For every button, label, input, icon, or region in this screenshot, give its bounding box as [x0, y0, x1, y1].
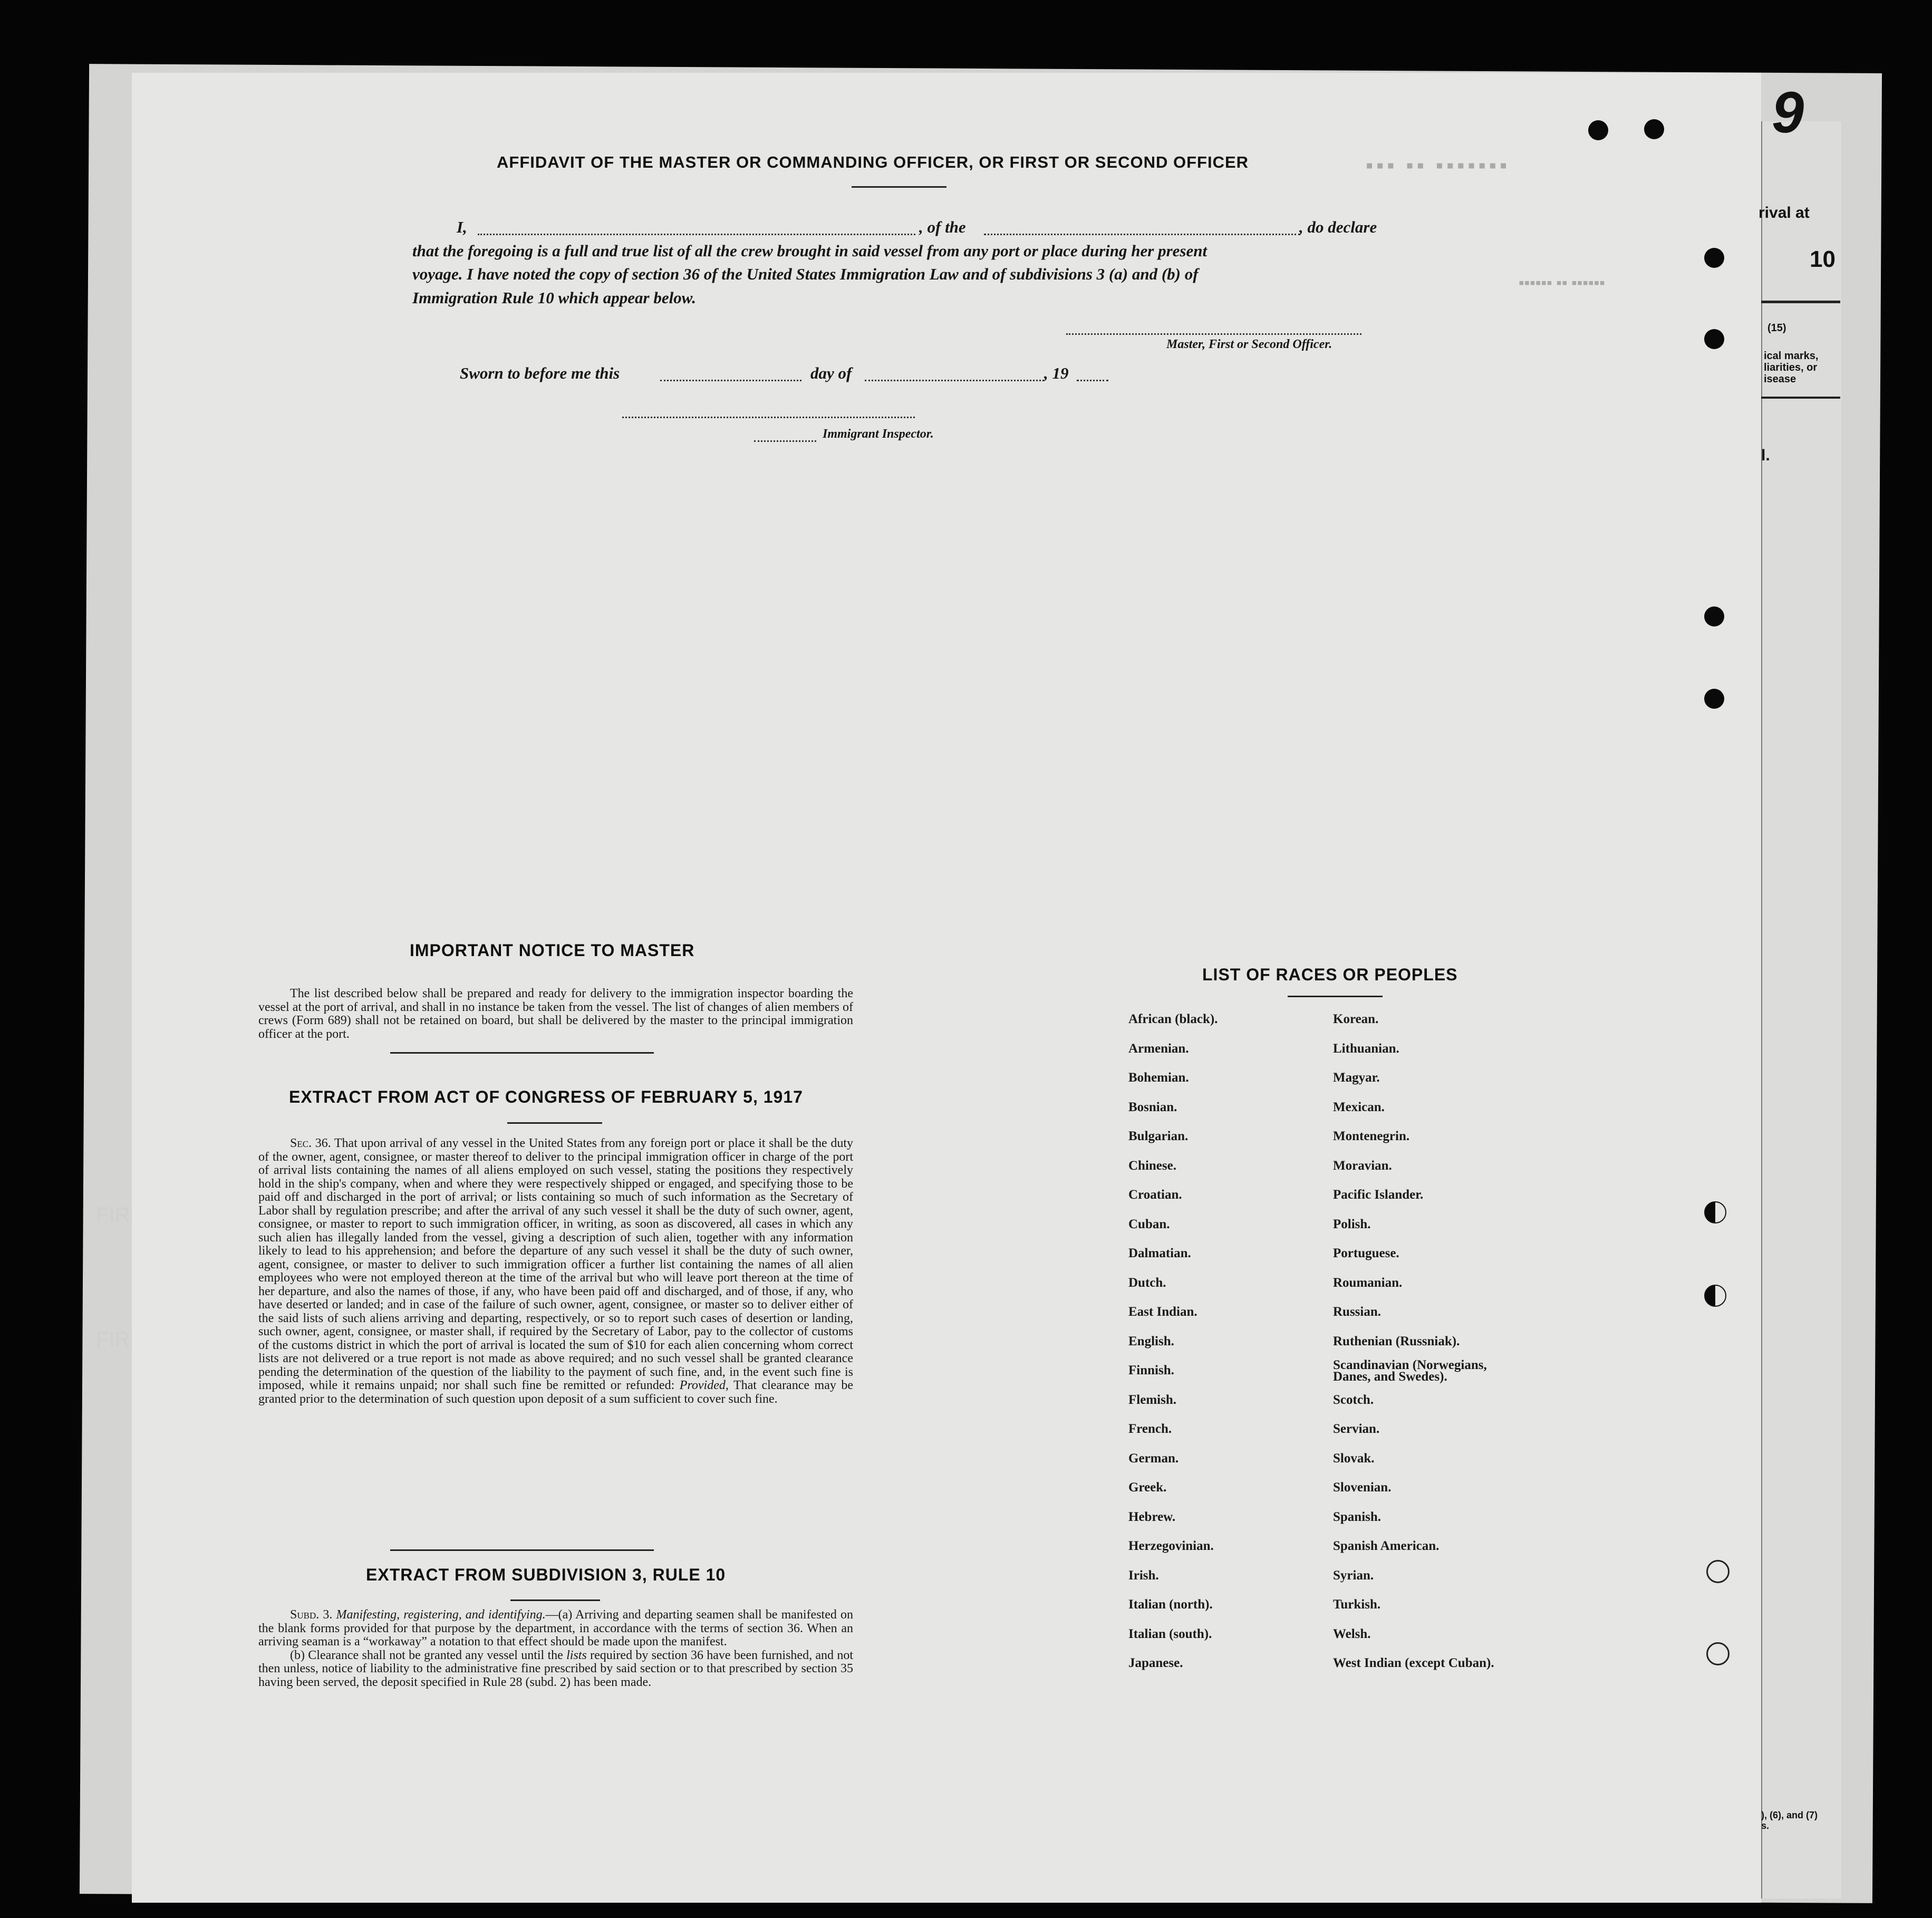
punch-hole — [1704, 689, 1724, 709]
subdivision-heading: Manifesting, registering, and identifying. — [336, 1608, 546, 1622]
inspector-line — [622, 417, 915, 418]
punch-hole — [1706, 1642, 1730, 1665]
punch-hole — [1704, 1285, 1726, 1307]
affidavit-of-the: , of the — [919, 218, 966, 236]
column-header-fragment: ical marks, — [1764, 350, 1819, 362]
affidavit-line-1 — [457, 218, 1377, 237]
rule-title: EXTRACT FROM SUBDIVISION 3, RULE 10 — [366, 1565, 726, 1584]
signature-caption: Master, First or Second Officer. — [1166, 338, 1332, 351]
race-item: Bosnian. — [1128, 1100, 1177, 1114]
rule-body — [258, 1608, 853, 1689]
provided-word: Provided, — [679, 1379, 729, 1392]
race-item: Korean. — [1333, 1012, 1379, 1026]
race-item: Mexican. — [1333, 1100, 1385, 1114]
punch-hole — [1704, 606, 1724, 627]
affidavit-line-2: that the foregoing is a full and true list of all the crew brought in said vessel from any port or place during her present — [412, 242, 1208, 260]
paragraph-b-start: (b) Clearance shall not be granted any vessel until the — [290, 1648, 563, 1662]
punch-hole — [1704, 248, 1724, 268]
race-item: German. — [1128, 1451, 1179, 1466]
act-text: That upon arrival of any vessel in the United States from any foreign port or place it shall be the duty of the owner, agent, consignee, or master thereof to deliver to the principal immigration officer in charge of the port of arrival lists containing the names of all aliens employed on such vessel, stating the positions they respectively hold in the ship's company, when and where they were respectively shipped or engaged, and specifying those to be paid off and discharged in the port of arrival; or lists containing so much of such information as the Secretary of Labor shall by regulation prescribe; and after the arrival of any such vessel it shall be the duty of such owner, agent, consignee, or master to report to such immigration officer, in writing, as soon as discovered, all cases in which any such alien has illegally landed from the vessel, giving a description of such alien, together with any information likely to lead to his apprehension; and before the departure of any such vessel it shall be the duty of such owner, agent, consignee, or master to deliver to such immigration officer a further list containing the names of all alien employees who were not employed thereon at the time of the arrival but who will leave port thereon at the time of her departure, and also the names of those, if any, who have been paid off and discharged, and of those, if any, who have deserted or landed; and in case of the failure of such owner, agent, consignee, or master so to deliver either of the said lists of such aliens arriving and departing, respectively, or so to report such cases of desertion or landing, such owner, agent, consignee, or master shall, if required by the Secretary of Labor, pay to the collector of customs of the customs district in which the port of arrival is located the sum of $10 for each alien concerning whom correct lists are not delivered or a true report is not made as above required; and no such vessel shall be granted clearance pending the determination of the question of the liability to the payment of such fine, and, in the event such fine is imposed, while it remains unpaid; nor shall such fine be remitted or refunded: — [258, 1136, 853, 1392]
section-divider — [390, 1549, 654, 1551]
race-item: Roumanian. — [1333, 1275, 1403, 1290]
race-item: Finnish. — [1128, 1363, 1174, 1377]
sworn-day-of: day of — [810, 364, 852, 382]
race-item: Herzegovinian. — [1128, 1539, 1214, 1553]
race-item: Spanish. — [1333, 1509, 1382, 1524]
race-item: Dalmatian. — [1128, 1246, 1191, 1260]
arrival-fragment: rival at — [1759, 204, 1810, 221]
notice-title: IMPORTANT NOTICE TO MASTER — [410, 941, 695, 960]
race-item: Chinese. — [1128, 1158, 1176, 1173]
name-blank — [478, 234, 915, 235]
month-blank — [865, 380, 1044, 381]
punch-hole — [1644, 119, 1664, 139]
punch-hole — [1706, 1560, 1730, 1583]
race-item: East Indian. — [1128, 1305, 1197, 1319]
race-item: Italian (north). — [1128, 1597, 1213, 1612]
race-item: English. — [1128, 1334, 1174, 1348]
column-header-fragment: isease — [1764, 373, 1796, 385]
section-label: Sec. 36. — [290, 1136, 331, 1150]
race-item: Lithuanian. — [1333, 1041, 1399, 1056]
race-item: Russian. — [1333, 1305, 1382, 1319]
race-item: Ruthenian (Russniak). — [1333, 1334, 1460, 1348]
signature-line — [1066, 333, 1361, 335]
notice-body — [258, 987, 853, 1041]
race-item: Pacific Islander. — [1333, 1188, 1424, 1202]
page-number: 9 — [1772, 80, 1804, 145]
sworn-line — [460, 364, 1069, 383]
race-item: Magyar. — [1333, 1071, 1380, 1085]
race-item: Welsh. — [1333, 1626, 1371, 1641]
race-item: Polish. — [1333, 1217, 1371, 1231]
race-item: Scotch. — [1333, 1392, 1374, 1407]
title-underline — [852, 186, 946, 188]
race-item: Portuguese. — [1333, 1246, 1399, 1260]
subdivision-label: Subd. 3. — [290, 1608, 333, 1622]
affidavit-line-4: Immigration Rule 10 which appear below. — [412, 288, 696, 307]
sworn-year: , 19 — [1044, 364, 1069, 382]
paragraph-a: —(a) Arriving and departing seamen shall be manifested on the blank forms provided for that purpose by the department, in accordance with the terms of section 36. When an arriving seaman is a “workaway” a notation to that effect should be made upon the manifest. — [258, 1608, 853, 1649]
edge-fragment: l. — [1761, 447, 1770, 464]
race-item: Greek. — [1128, 1480, 1167, 1495]
race-item: Slovenian. — [1333, 1480, 1392, 1495]
column-header-fragment: liarities, or — [1764, 362, 1818, 373]
race-item: Croatian. — [1128, 1188, 1182, 1202]
section-divider — [390, 1052, 654, 1054]
race-item: Scandinavian (Norwegians, Danes, and Swedes). — [1333, 1358, 1487, 1384]
paragraph-b-rest: required by section 36 have been furnished, and not then unless, notice of liability to the administrative fine prescribed by said section or to that prescribed by section 35 having been served, the deposit specified in Rule 28 (subd. 2) has been made. — [258, 1648, 853, 1689]
race-item: Montenegrin. — [1333, 1129, 1410, 1143]
race-item: Bohemian. — [1128, 1071, 1189, 1085]
column-number: (15) — [1767, 322, 1786, 334]
race-item: Flemish. — [1128, 1392, 1176, 1407]
act-title: EXTRACT FROM ACT OF CONGRESS OF FEBRUARY 5, 1917 — [289, 1087, 803, 1106]
race-item: Moravian. — [1333, 1158, 1392, 1173]
left-margin-mark: FIR — [96, 1328, 130, 1351]
adjacent-page-edge — [1761, 121, 1841, 1898]
year-blank — [1077, 380, 1108, 381]
inspector-caption: Immigrant Inspector. — [823, 427, 934, 441]
act-body — [258, 1137, 853, 1406]
title-underline — [510, 1599, 600, 1601]
race-item: Italian (south). — [1128, 1626, 1212, 1641]
vessel-blank — [984, 234, 1300, 235]
race-item: Spanish American. — [1333, 1539, 1440, 1553]
race-item: Japanese. — [1128, 1656, 1183, 1670]
edge-fragment: s. — [1761, 1820, 1770, 1831]
sworn-text: Sworn to before me this — [460, 364, 620, 382]
left-margin-mark: FIR — [96, 1203, 130, 1227]
race-item: French. — [1128, 1422, 1172, 1436]
affidavit-i: I, — [457, 218, 467, 236]
race-item: Servian. — [1333, 1422, 1380, 1436]
paragraph-b-lists: lists — [566, 1648, 587, 1662]
race-item: Dutch. — [1128, 1275, 1166, 1290]
title-underline — [507, 1122, 602, 1124]
provided-text: That clearance may be granted prior to the determination of such question upon deposit of a sum sufficient to cover such fine. — [258, 1379, 854, 1406]
race-item: Bulgarian. — [1128, 1129, 1189, 1143]
affidavit-title: AFFIDAVIT OF THE MASTER OR COMMANDING OFFICER, OR FIRST OR SECOND OFFICER — [497, 153, 1249, 171]
race-item: Turkish. — [1333, 1597, 1381, 1612]
race-item: Syrian. — [1333, 1568, 1374, 1583]
race-item: African (black). — [1128, 1012, 1218, 1026]
race-item: Cuban. — [1128, 1217, 1170, 1231]
race-item: West Indian (except Cuban). — [1333, 1656, 1494, 1670]
bleed-through-text: ▪▪▪ ▪▪ ▪▪▪▪▪▪▪ — [1366, 153, 1511, 177]
race-item: Slovak. — [1333, 1451, 1375, 1466]
punch-hole — [1588, 120, 1608, 140]
races-title: LIST OF RACES OR PEOPLES — [1202, 965, 1458, 984]
notice-text: The list described below shall be prepared and ready for delivery to the immigration inspector boarding the vessel at the port of arrival, and shall in no instance be taken from the vessel. The list of changes of alien members of crews (Form 689) shall not be retained on board, but shall be delivered by the master to the principal immigration officer at the port. — [258, 987, 853, 1041]
title-underline — [1288, 996, 1383, 997]
table-border — [1761, 301, 1840, 303]
punch-hole — [1704, 1201, 1726, 1223]
affidavit-line-3: voyage. I have noted the copy of section 36 of the United States Immigration Law and of subdivisions 3 (a) and (b) of — [412, 265, 1199, 283]
edge-fragment: ), (6), and (7) — [1761, 1810, 1818, 1820]
race-item: Irish. — [1128, 1568, 1159, 1583]
race-item: Hebrew. — [1128, 1509, 1176, 1524]
inspector-dots — [754, 440, 816, 442]
race-item: Armenian. — [1128, 1041, 1189, 1056]
number-fragment: 10 — [1810, 246, 1836, 272]
punch-hole — [1704, 329, 1724, 349]
bleed-through-text: ▪▪▪▪▪▪ ▪▪ ▪▪▪▪▪▪ — [1519, 274, 1605, 292]
table-border — [1761, 397, 1840, 399]
affidavit-declare: , do declare — [1299, 218, 1377, 236]
day-blank — [660, 380, 801, 381]
